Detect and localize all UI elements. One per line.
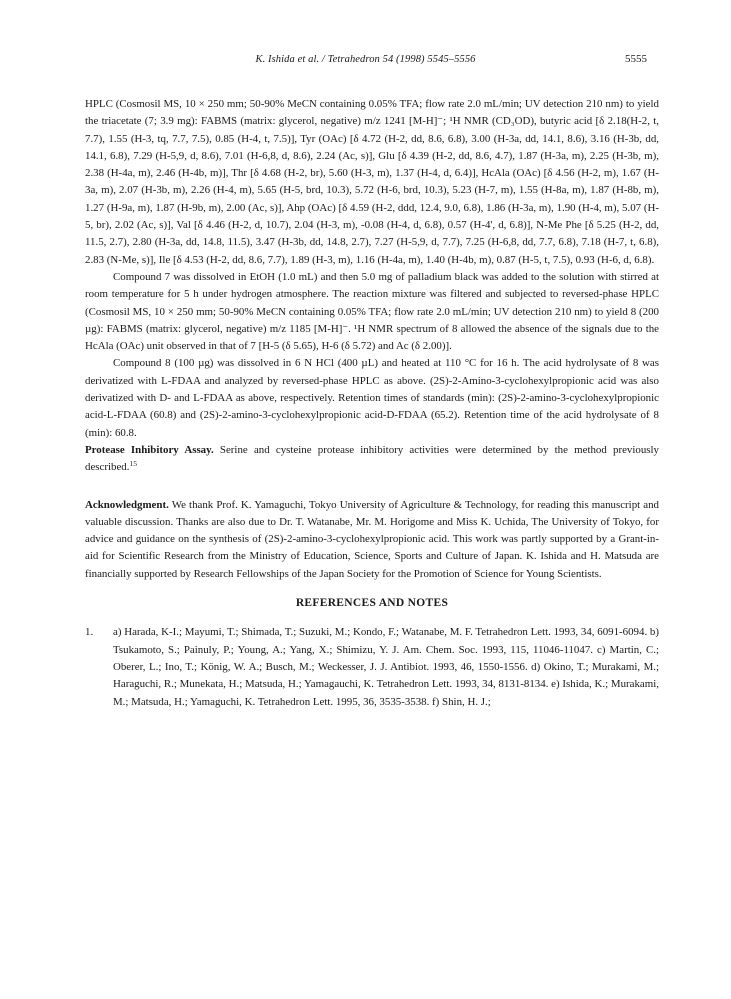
hydrolysis-paragraph: Compound 8 (100 µg) was dissolved in 6 N HCl (400 µL) and heated at 110 °C for 16 h. The acid hydrolysate of 8 was derivatized with L-FDAA and analyzed by reversed-phase HPLC as above. (2S)-2-Amino-3-cyclohexylpropionic acid was also derivatized with D- and L-FDAA as above, respectively. Retention times of standards (min): (2S)-2-amino-3-cyclohexylpropionic acid-L-FDAA (60.8) and (2S)-2-amino-3-cyclohexylpropionic acid-D-FDAA (65.2). Retention time of the acid hydrolysate of 8 (min): 60.8. bbox=[85, 357, 659, 439]
running-head-text: K. Ishida et al. / Tetrahedron 54 (1998) 5545–5556 bbox=[255, 54, 476, 65]
acknowledgment-text: We thank Prof. K. Yamaguchi, Tokyo University of Agriculture & Technology, for reading this manuscript and valuable discussion. Thanks are also due to Dr. T. Watanabe, Mr. M. Horigome and Miss K. Uchida, The University of Tokyo, for advice and guidance on the synthesis of (2S)-2-amino-3-cyclohexylpropionic acid. This work was partly supported by a Grant-in-aid for Scientific Research from the Ministry of Education, Science, Sports and Culture of Japan. K. Ishida and H. Matsuda are financially supported by Research Fellowships of the Japan Society for the Promotion of Science for Young Scientists. bbox=[85, 498, 659, 580]
reference-citation: 15 bbox=[129, 459, 137, 469]
article-body bbox=[85, 96, 659, 711]
running-head bbox=[0, 54, 731, 65]
protease-assay-paragraph bbox=[85, 442, 659, 477]
acknowledgment-paragraph bbox=[85, 497, 659, 583]
experimental-paragraph: HPLC (Cosmosil MS, 10 × 250 mm; 50-90% MeCN containing 0.05% TFA; flow rate 2.0 mL/min; UV detection 210 nm) to yield the triacetate (7; 3.9 mg): FABMS (matrix: glycerol, negative) m/z 1241 [M-H]⁻; ¹H NMR (CD₃OD), butyric acid [δ 2.18(H-2, t, 7.7), 1.55 (H-3, tq, 7.7, 7.5), 0.85 (H-4, t, 7.5)], Tyr (OAc) [δ 4.72 (H-2, dd, 8.6, 6.8), 3.00 (H-3a, dd, 14.1, 8.6), 3.16 (H-3b, dd, 14.1, 6.8), 7.29 (H-5,9, d, 8.6), 7.01 (H-6,8, d, 8.6), 2.24 (Ac, s)], Glu [δ 4.39 (H-2, dd, 8.6, 4.7), 1.87 (H-3a, m), 2.25 (H-3b, m), 2.38 (H-4a, m), 2.46 (H-4b, m)], Thr [δ 4.68 (H-2, br), 5.60 (H-3, m), 1.37 (H-4, d, 6.4)], HcAla (OAc) [δ 4.56 (H-2, m), 1.67 (H-3a, m), 2.07 (H-3b, m), 2.26 (H-4, m), 5.65 (H-5, brd, 10.3), 5.72 (H-6, brd, 10.3), 5.23 (H-7, m), 1.55 (H-8a, m), 1.87 (H-8b, m), 1.27 (H-9a, m), 1.87 (H-9b, m), 2.00 (Ac, s)], Ahp (OAc) [δ 4.59 (H-2, ddd, 12.4, 9.0, 6.8), 1.86 (H-3a, m), 1.90 (H-4, m), 5.07 (H-5, br), 2.02 (Ac, s)], Val [δ 4.46 (H-2, d, 10.7), 2.04 (H-3, m), -0.08 (H-4, d, 6.8), 0.57 (H-4', d, 6.8)], N-Me Phe [δ 5.25 (H-2, dd, 11.5, 2.7), 2.80 (H-3a, dd, 14.8, 11.5), 3.47 (H-3b, dd, 14.8, 2.7), 7.27 (H-5,9, d, 7.7), 7.25 (H-6,8, dd, 7.7, 6.8), 7.18 (H-7, t, 6.8), 2.83 (N-Me, s)], Ile [δ 4.53 (H-2, dd, 8.6, 7.7), 1.89 (H-3, m), 1.16 (H-4a, m), 1.40 (H-4b, m), 0.87 (H-5, t, 7.5), 0.93 (H-6, d, 6.8). bbox=[85, 98, 659, 266]
reference-number: 1. bbox=[85, 626, 94, 639]
protease-assay-text: Serine and cysteine protease inhibitory activities were determined by the method previously described. bbox=[85, 443, 659, 474]
reference-item bbox=[85, 624, 659, 710]
spacer bbox=[85, 612, 659, 624]
spacer bbox=[85, 477, 659, 497]
hydrogenation-paragraph: Compound 7 was dissolved in EtOH (1.0 mL) and then 5.0 mg of palladium black was added to the solution with stirred at room temperature for 5 h under hydrogen atmosphere. The reaction mixture was filtered and subjected to reversed-phase HPLC (Cosmosil MS, 10 × 250 mm; 50-90% MeCN containing 0.05% TFA; flow rate 2.0 mL/min; UV detection 210 nm) to yield 8 (200 µg): FABMS (matrix: glycerol, negative) m/z 1185 [M-H]⁻. ¹H NMR spectrum of 8 allowed the absence of the signals due to the HcAla (OAc) unit observed in that of 7 [H-5 (δ 5.65), H-6 (δ 5.72) and Ac (δ 2.00)]. bbox=[85, 270, 659, 353]
protease-assay-heading: Protease Inhibitory Assay. bbox=[85, 443, 214, 456]
reference-text: a) Harada, K-I.; Mayumi, T.; Shimada, T.; Suzuki, M.; Kondo, F.; Watanabe, M. F. Tetrahedron Lett. 1993, 34, 6091-6094. b) Tsukamoto, S.; Painuly, P.; Young, A.; Yang, X.; Shimizu, Y. J. Am. Chem. Soc. 1993, 115, 11046-11047. c) Martin, C.; Oberer, L.; Ino, T.; König, W. A.; Busch, M.; Weckesser, J. J. Antibiot. 1993, 46, 1550-1556. d) Okino, T.; Murakami, M.; Haraguchi, R.; Munekata, H.; Matsuda, H.; Yamagauchi, K. Tetrahedron Lett. 1993, 34, 8131-8134. e) Ishida, K.; Murakami, M.; Matsuda, H.; Yamaguchi, K. Tetrahedron Lett. 1995, 36, 3535-3538. f) Shin, H. J.; bbox=[113, 626, 659, 708]
acknowledgment-heading: Acknowledgment. bbox=[85, 498, 169, 511]
spacer bbox=[85, 583, 659, 595]
references-heading: REFERENCES AND NOTES bbox=[295, 597, 449, 610]
page-number: 5555 bbox=[625, 53, 647, 65]
